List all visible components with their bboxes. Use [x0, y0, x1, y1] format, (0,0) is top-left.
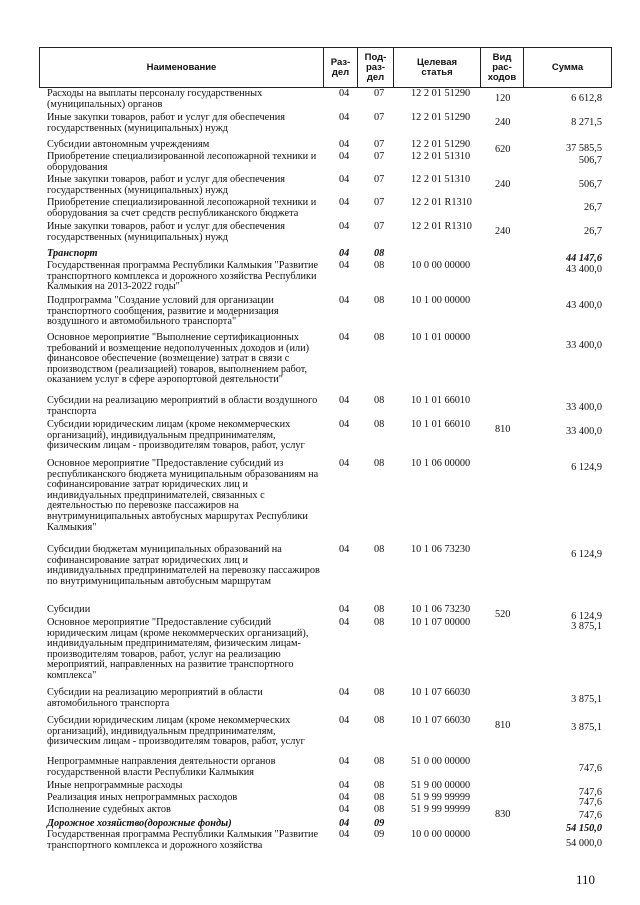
row-name: Основное мероприятие "Предоставление субсидий из республиканского бюджета муниципальным образованиям на софинансирование затрат юридических лиц и индивидуальных предпринимателей, связанных с деятельностью по перевозке пассажиров на внутримуниципальных автобусных маршрутах Республики Калмыкия" — [47, 458, 319, 533]
row-podrazdel: 08 — [374, 332, 385, 343]
row-razdel: 04 — [339, 419, 350, 430]
row-vid: 810 — [495, 720, 511, 731]
row-name: Непрограммные направления деятельности органов государственной власти Республики Калмыкия — [47, 756, 276, 778]
row-podrazdel: 08 — [374, 792, 385, 803]
row-summa: 33 400,0 — [565, 402, 602, 413]
row-name: Государственная программа Республики Калмыкия "Развитие транспортного комплекса и дорожного хозяйства — [47, 829, 319, 851]
row-vid: 120 — [495, 93, 511, 104]
row-podrazdel: 08 — [374, 756, 385, 767]
row-celevaya: 51 9 99 99999 — [411, 804, 471, 815]
row-summa: 3 875,1 — [571, 722, 602, 733]
row-vid: 620 — [495, 144, 511, 155]
row-name: Основное мероприятие "Предоставление субсидий юридическим лицам (кроме некоммерческих организаций), индивидуальным предпринимателям, физическим лицам-производителям товаров, работ, услуг на реализацию мероприятий, направленных на развитие транспортного комплекса" — [47, 617, 309, 681]
row-razdel: 04 — [339, 604, 350, 615]
row-name: Иные закупки товаров, работ и услуг для обеспечения государственных (муниципальных) нужд — [47, 174, 285, 196]
row-summa: 6 124,9 — [571, 549, 602, 560]
row-vid: 830 — [495, 809, 511, 820]
row-razdel: 04 — [339, 248, 350, 259]
header-celevaya: Целевая статья — [394, 48, 481, 87]
table-header — [39, 47, 612, 88]
row-podrazdel: 08 — [374, 248, 385, 259]
row-summa: 33 400,0 — [565, 340, 602, 351]
header-summa: Сумма — [551, 61, 584, 73]
row-summa: 747,6 — [578, 787, 602, 798]
row-name: Транспорт — [47, 248, 98, 259]
row-vid: 520 — [495, 609, 511, 620]
row-razdel: 04 — [339, 715, 350, 726]
row-celevaya: 10 1 00 00000 — [411, 295, 471, 306]
row-podrazdel: 09 — [374, 829, 385, 840]
row-name: Приобретение специализированной лесопожарной техники и оборудования — [47, 151, 317, 173]
row-name: Иные закупки товаров, работ и услуг для обеспечения государственных (муниципальных) нужд — [47, 221, 285, 243]
row-celevaya: 10 1 07 66030 — [411, 687, 471, 698]
row-celevaya: 10 1 01 00000 — [411, 332, 471, 343]
row-celevaya: 10 1 01 66010 — [411, 419, 471, 430]
row-summa: 3 875,1 — [571, 621, 602, 632]
row-podrazdel: 08 — [374, 395, 385, 406]
row-name: Субсидии юридическим лицам (кроме некоммерческих организаций), индивидуальным предпринимателям, физическим лицам - производителям товаров, работ, услуг — [47, 419, 305, 452]
row-celevaya: 12 2 01 51290 — [411, 112, 471, 123]
row-name: Субсидии юридическим лицам (кроме некоммерческих организаций), индивидуальным предпринимателям, физическим лицам - производителям товаров, работ, услуг — [47, 715, 305, 748]
row-summa: 37 585,5 — [565, 143, 602, 154]
row-summa: 43 400,0 — [565, 264, 602, 275]
row-razdel: 04 — [339, 544, 350, 555]
row-summa: 506,7 — [578, 155, 602, 166]
row-summa: 747,6 — [578, 763, 602, 774]
row-razdel: 04 — [339, 458, 350, 469]
row-podrazdel: 07 — [374, 112, 385, 123]
row-summa: 26,7 — [583, 202, 602, 213]
row-podrazdel: 08 — [374, 715, 385, 726]
row-razdel: 04 — [339, 221, 350, 232]
header-vid: Вид рас- ходов — [481, 48, 524, 87]
row-name: Основное мероприятие "Выполнение сертификационных требований и возмещение недополученных доходов и (или) финансовое обеспечение (возмещение) затрат в связи с производством (реализацией) товаров, выполнением работ, оказанием услуг в сфере аэропортовой деятельности" — [47, 332, 310, 386]
row-vid: 240 — [495, 179, 511, 190]
row-razdel: 04 — [339, 151, 350, 162]
header-name: Наименование — [40, 48, 324, 87]
row-podrazdel: 08 — [374, 780, 385, 791]
row-razdel: 04 — [339, 780, 350, 791]
row-celevaya: 10 1 01 66010 — [411, 395, 471, 406]
row-summa: 747,6 — [578, 797, 602, 808]
row-summa: 43 400,0 — [565, 300, 602, 311]
row-celevaya: 12 2 01 51290 — [411, 88, 471, 99]
row-name: Иные закупки товаров, работ и услуг для обеспечения государственных (муниципальных) нужд — [47, 112, 285, 134]
row-name: Субсидии на реализацию мероприятий в области воздушного транспорта — [47, 395, 318, 417]
row-celevaya: 12 2 01 R1310 — [411, 197, 472, 208]
row-name: Реализация иных непрограммных расходов — [47, 792, 238, 803]
row-celevaya: 10 1 06 73230 — [411, 604, 471, 615]
row-summa: 747,6 — [578, 810, 602, 821]
row-razdel: 04 — [339, 395, 350, 406]
row-razdel: 04 — [339, 804, 350, 815]
row-podrazdel: 08 — [374, 458, 385, 469]
row-celevaya: 12 2 01 51290 — [411, 139, 471, 150]
row-summa: 54 150,0 — [565, 823, 602, 834]
page-number: 110 — [576, 872, 596, 887]
row-podrazdel: 08 — [374, 295, 385, 306]
row-name: Государственная программа Республики Калмыкия "Развитие транспортного комплекса и дорожного хозяйства Республики Калмыкия на 2013-2022 годы" — [47, 260, 319, 293]
row-summa: 6 124,9 — [571, 611, 602, 622]
row-razdel: 04 — [339, 818, 350, 829]
row-celevaya: 10 1 07 66030 — [411, 715, 471, 726]
row-razdel: 04 — [339, 756, 350, 767]
row-podrazdel: 08 — [374, 687, 385, 698]
row-name: Иные непрограммные расходы — [47, 780, 183, 791]
row-celevaya: 12 2 01 R1310 — [411, 221, 472, 232]
row-vid: 240 — [495, 117, 511, 128]
row-summa: 26,7 — [583, 226, 602, 237]
row-podrazdel: 09 — [374, 818, 385, 829]
row-podrazdel: 07 — [374, 174, 385, 185]
row-name: Субсидии — [47, 604, 91, 615]
row-celevaya: 10 0 00 00000 — [411, 260, 471, 271]
row-podrazdel: 08 — [374, 419, 385, 430]
row-celevaya: 10 0 00 00000 — [411, 829, 471, 840]
row-razdel: 04 — [339, 792, 350, 803]
row-celevaya: 10 1 07 00000 — [411, 617, 471, 628]
row-celevaya: 10 1 06 73230 — [411, 544, 471, 555]
row-summa: 6 612,8 — [571, 93, 602, 104]
row-podrazdel: 07 — [374, 151, 385, 162]
row-razdel: 04 — [339, 139, 350, 150]
row-name: Подпрограмма "Создание условий для организации транспортного сообщения, развитие и модернизация воздушного и автомобильного транспорта" — [47, 295, 279, 328]
row-summa: 6 124,9 — [571, 462, 602, 473]
row-summa: 44 147,6 — [565, 253, 602, 264]
row-summa: 8 271,5 — [571, 117, 602, 128]
row-razdel: 04 — [339, 112, 350, 123]
row-podrazdel: 07 — [374, 221, 385, 232]
row-name: Субсидии автономным учреждениям — [47, 139, 210, 150]
header-razdel: Раз- дел — [324, 48, 358, 87]
row-celevaya: 51 9 00 00000 — [411, 780, 471, 791]
row-celevaya: 10 1 06 00000 — [411, 458, 471, 469]
row-summa: 54 000,0 — [565, 838, 602, 849]
row-celevaya: 12 2 01 51310 — [411, 151, 471, 162]
row-podrazdel: 07 — [374, 88, 385, 99]
row-razdel: 04 — [339, 295, 350, 306]
row-razdel: 04 — [339, 174, 350, 185]
row-podrazdel: 08 — [374, 617, 385, 628]
row-podrazdel: 08 — [374, 804, 385, 815]
row-razdel: 04 — [339, 687, 350, 698]
row-celevaya: 51 9 99 99999 — [411, 792, 471, 803]
row-razdel: 04 — [339, 829, 350, 840]
row-name: Дорожное хозяйство(дорожные фонды) — [47, 818, 232, 829]
row-celevaya: 51 0 00 00000 — [411, 756, 471, 767]
row-summa: 3 875,1 — [571, 694, 602, 705]
row-razdel: 04 — [339, 197, 350, 208]
header-podrazdel: Под- раз- дел — [358, 48, 394, 87]
row-name: Субсидии бюджетам муниципальных образований на софинансирование затрат юридических лиц и индивидуальных предпринимателей на перевозку пассажиров по внутримуниципальным автобусным маршрутам — [47, 544, 320, 587]
row-vid: 240 — [495, 226, 511, 237]
row-celevaya: 12 2 01 51310 — [411, 174, 471, 185]
row-podrazdel: 08 — [374, 260, 385, 271]
row-podrazdel: 08 — [374, 544, 385, 555]
row-summa: 506,7 — [578, 179, 602, 190]
row-name: Приобретение специализированной лесопожарной техники и оборудования за счет средств республиканского бюджета — [47, 197, 317, 219]
row-vid: 810 — [495, 424, 511, 435]
row-podrazdel: 07 — [374, 139, 385, 150]
row-razdel: 04 — [339, 617, 350, 628]
row-razdel: 04 — [339, 88, 350, 99]
row-name: Расходы на выплаты персоналу государственных (муниципальных) органов — [47, 88, 263, 110]
row-podrazdel: 08 — [374, 604, 385, 615]
row-name: Субсидии на реализацию мероприятий в области автомобильного транспорта — [47, 687, 263, 709]
row-summa: 33 400,0 — [565, 426, 602, 437]
row-razdel: 04 — [339, 332, 350, 343]
row-podrazdel: 07 — [374, 197, 385, 208]
row-name: Исполнение судебных актов — [47, 804, 171, 815]
row-razdel: 04 — [339, 260, 350, 271]
